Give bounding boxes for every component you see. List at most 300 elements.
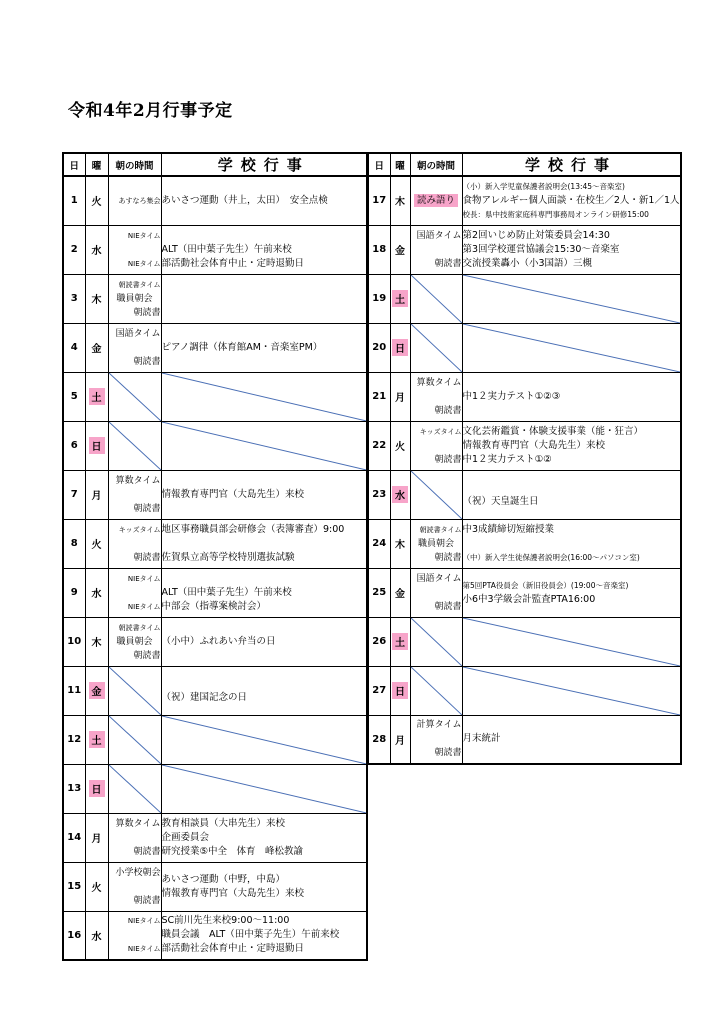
- event-item: 佐賀県立高等学校特別選抜試験: [161, 551, 295, 563]
- morning-time-cell: [108, 862, 161, 911]
- morning-activity: NIEタイム: [127, 231, 161, 240]
- morning-activity: 朝読書タイム: [419, 525, 462, 534]
- weekday: [85, 568, 108, 617]
- events-cell: [462, 421, 681, 470]
- morning-activity: NIEタイム: [127, 574, 161, 583]
- events-cell: [161, 813, 367, 862]
- day-number: 16: [63, 911, 85, 960]
- events-cell: [462, 274, 681, 323]
- day-row: [63, 715, 367, 764]
- day-number: 22: [368, 421, 390, 470]
- morning-activity: 朝読書タイム: [118, 623, 161, 632]
- weekday-label: 土: [392, 633, 408, 650]
- weekday: [85, 519, 108, 568]
- morning-activity: [411, 586, 462, 600]
- diagonal-slash: [463, 275, 680, 323]
- day-row: [368, 323, 681, 372]
- diagonal-line: [162, 765, 367, 813]
- day-row: [63, 862, 367, 911]
- weekday: [85, 764, 108, 813]
- event-item: あいさつ運動（井上，太田） 安全点検: [161, 194, 328, 206]
- weekday: [390, 715, 410, 764]
- diagonal-slash: [162, 373, 367, 421]
- morning-activity: [109, 831, 161, 845]
- event-item: [463, 481, 680, 495]
- morning-time-cell: [108, 470, 161, 519]
- morning-activity: NIEタイム: [127, 917, 161, 926]
- diagonal-slash: [411, 471, 462, 519]
- diagonal-line: [162, 373, 367, 421]
- diagonal-line: [411, 324, 462, 372]
- day-row: [368, 519, 681, 568]
- event-item: 中1２実力テスト①②③: [462, 390, 561, 402]
- event-item: 情報教育専門官（大島先生）来校: [161, 488, 305, 500]
- morning-activity: 職員朝会: [417, 538, 454, 549]
- event-item: 月末統計: [462, 733, 501, 745]
- schedule-table-right: [367, 152, 682, 765]
- events-cell: [462, 176, 681, 225]
- morning-activity: 朝読書: [133, 650, 161, 661]
- diagonal-line: [411, 667, 462, 715]
- event-item: 文化芸術鑑賞・体験支援事業（能・狂言）: [462, 425, 644, 437]
- day-number: 6: [63, 421, 85, 470]
- diagonal-slash: [162, 716, 367, 764]
- morning-activity: 小学校朝会: [115, 867, 161, 878]
- morning-time-cell: [108, 568, 161, 617]
- weekday-label: 土: [392, 290, 408, 307]
- morning-activity: 朝読書: [434, 552, 462, 563]
- event-item: （小）新入学児童保護者説明会(13:45～音楽室): [462, 181, 625, 191]
- morning-time-cell: [108, 617, 161, 666]
- events-cell: [161, 323, 367, 372]
- header-morning-time: 朝の時間: [108, 153, 161, 176]
- day-number: 7: [63, 470, 85, 519]
- morning-time-cell: [108, 911, 161, 960]
- diagonal-slash: [411, 324, 462, 372]
- morning-time-cell: [410, 176, 462, 225]
- weekday-label: 日: [89, 780, 105, 797]
- day-row: [368, 617, 681, 666]
- event-item: 交流授業轟小（小3国語）三槻: [462, 257, 593, 269]
- morning-activity: [109, 243, 161, 257]
- weekday: [85, 372, 108, 421]
- morning-time-cell: [410, 715, 462, 764]
- diagonal-line: [463, 324, 680, 372]
- event-item: [162, 572, 367, 586]
- weekday: [85, 911, 108, 960]
- header-dow: 曜: [390, 153, 410, 176]
- weekday-label: 火: [91, 883, 102, 894]
- event-item: [162, 677, 367, 691]
- page-title: 令和4年2月行事予定: [68, 101, 233, 121]
- event-item: ピアノ調律（体育館AM・音楽室PM）: [161, 341, 323, 353]
- weekday-label: 木: [395, 540, 405, 551]
- day-row: [63, 274, 367, 323]
- day-row: [63, 568, 367, 617]
- event-item: 地区事務職員部会研修会（表簿審査）9:00: [161, 523, 345, 535]
- events-cell: [462, 372, 681, 421]
- event-item: 中1２実力テスト①②: [462, 453, 552, 465]
- day-number: 17: [368, 176, 390, 225]
- events-cell: [462, 568, 681, 617]
- weekday: [85, 421, 108, 470]
- day-row: [368, 176, 681, 225]
- morning-time-cell: [410, 225, 462, 274]
- events-cell: [462, 715, 681, 764]
- weekday-label: 火: [91, 540, 102, 551]
- morning-activity: [109, 928, 161, 942]
- morning-activity: 朝読書: [133, 895, 161, 906]
- event-item: [162, 537, 367, 551]
- day-number: 13: [63, 764, 85, 813]
- weekday-label: 月: [91, 491, 102, 502]
- day-number: 25: [368, 568, 390, 617]
- morning-time-cell: [410, 666, 462, 715]
- day-row: [368, 421, 681, 470]
- event-item: 企画委員会: [161, 831, 210, 843]
- morning-time-cell: [410, 323, 462, 372]
- weekday: [85, 323, 108, 372]
- diagonal-line: [463, 618, 680, 666]
- morning-activity: [109, 488, 161, 502]
- event-item: （中）新入学生徒保護者説明会(16:00～パソコン室): [462, 552, 640, 562]
- weekday: [85, 225, 108, 274]
- diagonal-line: [162, 716, 367, 764]
- diagonal-line: [411, 275, 462, 323]
- day-row: [368, 666, 681, 715]
- weekday: [390, 617, 410, 666]
- diagonal-slash: [411, 618, 462, 666]
- weekday: [85, 176, 108, 225]
- diagonal-line: [109, 373, 161, 421]
- day-number: 14: [63, 813, 85, 862]
- diagonal-slash: [109, 373, 161, 421]
- event-item: SC前川先生来校9:00～11:00: [161, 915, 290, 927]
- day-number: 11: [63, 666, 85, 715]
- weekday-label: 土: [89, 731, 105, 748]
- event-item: （祝）天皇誕生日: [462, 495, 539, 507]
- morning-time-cell: [108, 519, 161, 568]
- day-row: [63, 421, 367, 470]
- weekday: [390, 470, 410, 519]
- day-number: 9: [63, 568, 85, 617]
- day-row: [63, 323, 367, 372]
- event-item: 研究授業⑤中全 体育 峰松教諭: [161, 845, 304, 857]
- badge-line: [411, 194, 462, 208]
- day-number: 10: [63, 617, 85, 666]
- morning-activity: 朝読書: [434, 748, 462, 759]
- morning-activity: NIEタイム: [127, 945, 161, 954]
- morning-activity: [109, 586, 161, 600]
- events-cell: [462, 323, 681, 372]
- schedule-table-left: [62, 152, 368, 961]
- event-item: 職員会議 ALT（田中葉子先生）午前来校: [161, 929, 340, 941]
- morning-activity: 朝読書: [133, 503, 161, 514]
- weekday-label: 日: [89, 437, 105, 454]
- event-item: 食物アレルギー個人面談・在校生／2人・新1／1人: [462, 194, 680, 206]
- morning-time-cell: [410, 519, 462, 568]
- day-row: [368, 225, 681, 274]
- weekday-label: 日: [392, 682, 408, 699]
- morning-activity: あすなろ集会: [118, 196, 161, 205]
- event-item: （小中）ふれあい弁当の日: [161, 635, 276, 647]
- weekday: [85, 813, 108, 862]
- morning-time-cell: [108, 372, 161, 421]
- events-cell: [161, 715, 367, 764]
- morning-time-cell: [410, 421, 462, 470]
- day-number: 19: [368, 274, 390, 323]
- header-day: 日: [368, 153, 390, 176]
- day-number: 5: [63, 372, 85, 421]
- diagonal-line: [411, 471, 462, 519]
- morning-time-cell: [410, 568, 462, 617]
- day-row: [368, 715, 681, 764]
- weekday-label: 月: [395, 393, 405, 404]
- event-item: ALT（田中葉子先生）午前来校: [161, 586, 292, 598]
- day-row: [63, 764, 367, 813]
- diagonal-line: [463, 667, 680, 715]
- morning-activity: 朝読書: [133, 307, 161, 318]
- weekday-label: 土: [89, 388, 105, 405]
- weekday: [390, 176, 410, 225]
- event-item: 部活動社会体育中止・定時退勤日: [161, 943, 305, 955]
- diagonal-line: [109, 765, 161, 813]
- weekday: [390, 372, 410, 421]
- morning-time-cell: [410, 470, 462, 519]
- weekday-label: 日: [392, 339, 408, 356]
- weekday-label: 水: [91, 589, 102, 600]
- events-cell: [161, 274, 367, 323]
- morning-time-cell: [108, 764, 161, 813]
- morning-activity: 朝読書: [434, 258, 462, 269]
- diagonal-slash: [109, 765, 161, 813]
- day-number: 12: [63, 715, 85, 764]
- day-number: 27: [368, 666, 390, 715]
- weekday-label: 金: [89, 682, 105, 699]
- day-row: [63, 372, 367, 421]
- day-number: 18: [368, 225, 390, 274]
- weekday: [85, 274, 108, 323]
- morning-activity: 朝読書: [133, 356, 161, 367]
- morning-activity: [411, 732, 462, 746]
- day-number: 28: [368, 715, 390, 764]
- morning-activity: 算数タイム: [115, 475, 161, 486]
- morning-time-cell: [108, 813, 161, 862]
- event-item: 教育相談員（大串先生）来校: [161, 817, 286, 829]
- diagonal-slash: [109, 667, 161, 715]
- reading-badge: 読み語り: [414, 194, 458, 207]
- header-school-events: 学校行事: [161, 153, 367, 176]
- events-cell: [161, 225, 367, 274]
- events-cell: [462, 519, 681, 568]
- header-school-events: 学校行事: [462, 153, 681, 176]
- morning-activity: [411, 390, 462, 404]
- morning-activity: 算数タイム: [416, 377, 462, 388]
- day-number: 26: [368, 617, 390, 666]
- morning-activity: [109, 537, 161, 551]
- diagonal-slash: [109, 716, 161, 764]
- weekday: [390, 421, 410, 470]
- day-number: 23: [368, 470, 390, 519]
- diagonal-slash: [162, 422, 367, 470]
- morning-activity: 算数タイム: [115, 818, 161, 829]
- weekday: [390, 519, 410, 568]
- diagonal-slash: [463, 667, 680, 715]
- morning-activity: [411, 243, 462, 257]
- header-day: 日: [63, 153, 85, 176]
- diagonal-line: [411, 618, 462, 666]
- event-item: 校長：県中技術家庭科専門事務局オンライン研修15:00: [462, 209, 649, 219]
- diagonal-slash: [109, 422, 161, 470]
- diagonal-line: [109, 716, 161, 764]
- event-item: （祝）建国記念の日: [161, 691, 248, 703]
- day-row: [368, 568, 681, 617]
- morning-time-cell: [410, 372, 462, 421]
- day-row: [368, 372, 681, 421]
- diagonal-slash: [463, 324, 680, 372]
- morning-activity: 職員朝会: [116, 293, 153, 304]
- weekday-label: 月: [395, 735, 405, 747]
- events-cell: [161, 176, 367, 225]
- morning-activity: [411, 439, 462, 453]
- events-cell: [462, 225, 681, 274]
- morning-activity: キッズタイム: [118, 525, 161, 534]
- morning-time-cell: [108, 323, 161, 372]
- events-cell: [161, 372, 367, 421]
- morning-time-cell: [410, 274, 462, 323]
- weekday: [85, 715, 108, 764]
- header-row: [63, 153, 367, 176]
- event-item: あいさつ運動（中野，中島）: [161, 873, 286, 885]
- day-row: [63, 225, 367, 274]
- events-cell: [462, 666, 681, 715]
- events-cell: [161, 470, 367, 519]
- event-item: 中部会（指導案検討会）: [161, 600, 267, 612]
- morning-time-cell: [108, 715, 161, 764]
- event-item: 小6中3学級会計監査PTA16:00: [462, 593, 596, 605]
- events-cell: [161, 421, 367, 470]
- event-item: 情報教育専門官（大島先生）来校: [462, 439, 606, 451]
- event-item: [162, 229, 367, 243]
- events-cell: [161, 568, 367, 617]
- day-number: 3: [63, 274, 85, 323]
- events-cell: [161, 666, 367, 715]
- weekday: [85, 470, 108, 519]
- morning-time-cell: [108, 666, 161, 715]
- day-row: [368, 274, 681, 323]
- morning-activity: 計算タイム: [416, 720, 462, 731]
- weekday-label: 水: [91, 931, 102, 943]
- morning-activity: 朝読書: [133, 552, 161, 563]
- morning-activity: 国語タイム: [416, 230, 462, 241]
- morning-time-cell: [108, 176, 161, 225]
- weekday-label: 金: [395, 246, 405, 257]
- diagonal-line: [109, 422, 161, 470]
- day-number: 24: [368, 519, 390, 568]
- morning-time-cell: [108, 421, 161, 470]
- events-cell: [161, 519, 367, 568]
- morning-time-cell: [410, 617, 462, 666]
- day-number: 8: [63, 519, 85, 568]
- event-item: 部活動社会体育中止・定時退勤日: [161, 257, 305, 269]
- event-item: 第2回いじめ防止対策委員会14:30: [462, 229, 610, 241]
- day-row: [63, 911, 367, 960]
- morning-activity: 朝読書: [434, 601, 462, 612]
- diagonal-slash: [162, 765, 367, 813]
- day-number: 15: [63, 862, 85, 911]
- day-number: 20: [368, 323, 390, 372]
- events-cell: [462, 470, 681, 519]
- morning-activity: 朝読書: [434, 405, 462, 416]
- day-row: [63, 470, 367, 519]
- weekday: [390, 666, 410, 715]
- diagonal-line: [162, 422, 367, 470]
- weekday-label: 水: [91, 246, 102, 257]
- morning-activity: 国語タイム: [416, 573, 462, 584]
- event-item: 第5回PTA役員会（新旧役員会）(19:00～音楽室): [462, 580, 629, 590]
- events-cell: [161, 617, 367, 666]
- events-cell: [161, 764, 367, 813]
- morning-activity: NIEタイム: [127, 259, 161, 268]
- day-number: 1: [63, 176, 85, 225]
- day-row: [63, 176, 367, 225]
- morning-activity: 朝読書タイム: [118, 280, 161, 289]
- morning-time-cell: [108, 225, 161, 274]
- diagonal-slash: [463, 618, 680, 666]
- event-item: 中3成績締切短縮授業: [462, 523, 555, 535]
- events-cell: [462, 617, 681, 666]
- diagonal-line: [109, 667, 161, 715]
- event-item: ALT（田中葉子先生）午前来校: [161, 243, 292, 255]
- weekday: [85, 666, 108, 715]
- morning-activity: 朝読書: [133, 846, 161, 857]
- morning-activity: キッズタイム: [419, 427, 462, 436]
- weekday-label: 月: [91, 834, 102, 845]
- day-row: [63, 519, 367, 568]
- morning-time-cell: [108, 274, 161, 323]
- morning-activity: 国語タイム: [115, 328, 161, 339]
- day-number: 4: [63, 323, 85, 372]
- day-row: [63, 666, 367, 715]
- diagonal-slash: [411, 275, 462, 323]
- diagonal-slash: [411, 667, 462, 715]
- day-row: [63, 813, 367, 862]
- header-dow: 曜: [85, 153, 108, 176]
- weekday: [85, 617, 108, 666]
- weekday: [390, 274, 410, 323]
- header-row: [368, 153, 681, 176]
- event-item: 情報教育専門官（大島先生）来校: [161, 887, 305, 899]
- weekday-label: 水: [392, 486, 408, 503]
- weekday: [85, 862, 108, 911]
- weekday: [390, 568, 410, 617]
- morning-activity: [109, 880, 161, 894]
- weekday-label: 金: [91, 344, 102, 355]
- weekday: [390, 225, 410, 274]
- day-number: 21: [368, 372, 390, 421]
- morning-activity: 職員朝会: [116, 636, 153, 647]
- weekday-label: 火: [395, 442, 405, 453]
- events-cell: [161, 911, 367, 960]
- events-cell: [161, 862, 367, 911]
- weekday-label: 木: [91, 295, 102, 306]
- header-morning-time: 朝の時間: [410, 153, 462, 176]
- weekday: [390, 323, 410, 372]
- morning-activity: 朝読書: [434, 454, 462, 465]
- day-number: 2: [63, 225, 85, 274]
- diagonal-line: [463, 275, 680, 323]
- morning-activity: NIEタイム: [127, 602, 161, 611]
